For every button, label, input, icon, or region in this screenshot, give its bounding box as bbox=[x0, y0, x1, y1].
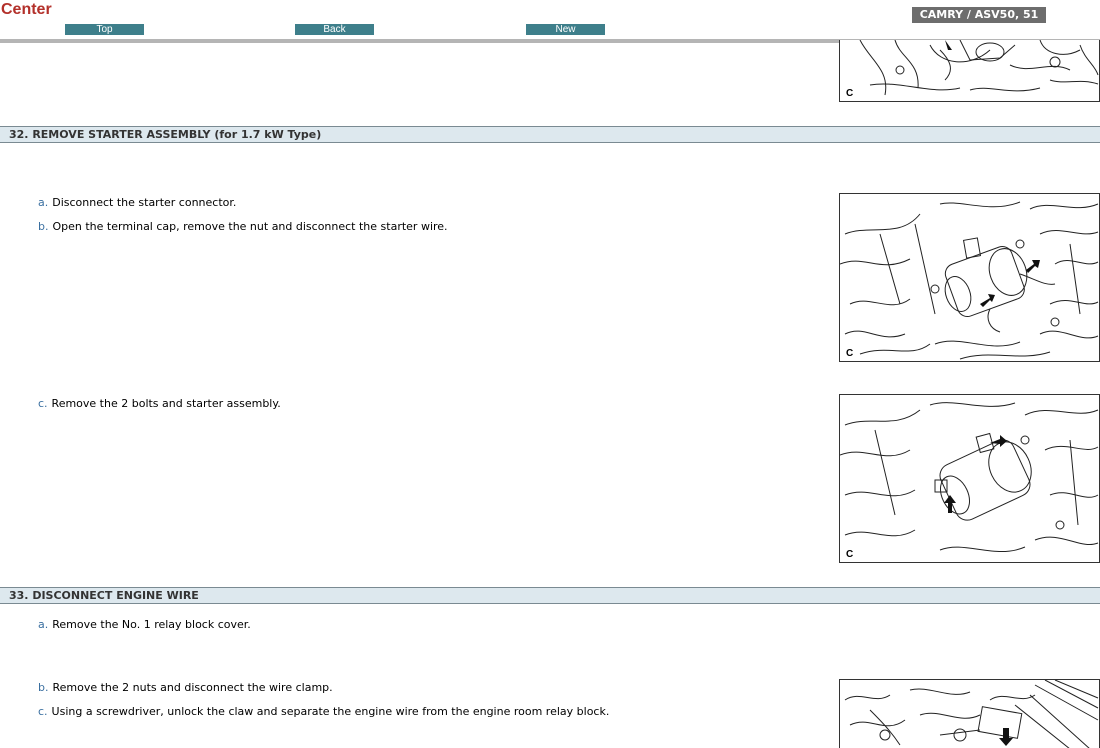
step-letter: c. bbox=[38, 397, 48, 410]
header-bar bbox=[0, 0, 1100, 44]
figure-label: C bbox=[846, 549, 854, 560]
step-text: Remove the No. 1 relay block cover. bbox=[52, 618, 251, 631]
top-button[interactable]: Top bbox=[65, 24, 144, 35]
back-button[interactable]: Back bbox=[295, 24, 374, 35]
new-button[interactable]: New bbox=[526, 24, 605, 35]
step-32a bbox=[38, 196, 236, 209]
section-header-33 bbox=[0, 587, 1100, 604]
step-text: Remove the 2 bolts and starter assembly. bbox=[51, 397, 281, 410]
step-letter: b. bbox=[38, 681, 49, 694]
step-text: Open the terminal cap, remove the nut and disconnect the starter wire. bbox=[52, 220, 448, 233]
engine-illustration-partial bbox=[840, 40, 1100, 102]
step-letter: c. bbox=[38, 705, 48, 718]
brand-title: Center bbox=[1, 1, 52, 18]
section-header-32 bbox=[0, 126, 1100, 143]
illustration-starter-bolts bbox=[839, 394, 1100, 563]
section-title: 33. DISCONNECT ENGINE WIRE bbox=[9, 589, 199, 602]
starter-bolts-illustration bbox=[840, 395, 1100, 563]
step-text: Using a screwdriver, unlock the claw and separate the engine wire from the engine room relay block. bbox=[51, 705, 610, 718]
step-33b bbox=[38, 681, 333, 694]
figure-label: C bbox=[846, 348, 854, 359]
engine-wire-illustration bbox=[840, 680, 1100, 748]
starter-connector-illustration bbox=[840, 194, 1100, 362]
illustration-engine-wire bbox=[839, 679, 1100, 748]
step-text: Disconnect the starter connector. bbox=[52, 196, 237, 209]
step-text: Remove the 2 nuts and disconnect the wire clamp. bbox=[52, 681, 333, 694]
step-letter: b. bbox=[38, 220, 49, 233]
step-letter: a. bbox=[38, 618, 49, 631]
section-title: 32. REMOVE STARTER ASSEMBLY (for 1.7 kW Type) bbox=[9, 128, 322, 141]
illustration-starter-connector bbox=[839, 193, 1100, 362]
step-32c bbox=[38, 397, 281, 410]
figure-label: C bbox=[846, 88, 854, 99]
step-32b bbox=[38, 220, 448, 233]
illustration-previous bbox=[839, 40, 1100, 102]
step-33c bbox=[38, 705, 609, 718]
step-letter: a. bbox=[38, 196, 49, 209]
step-33a bbox=[38, 618, 251, 631]
model-badge: CAMRY / ASV50, 51 bbox=[912, 7, 1046, 23]
